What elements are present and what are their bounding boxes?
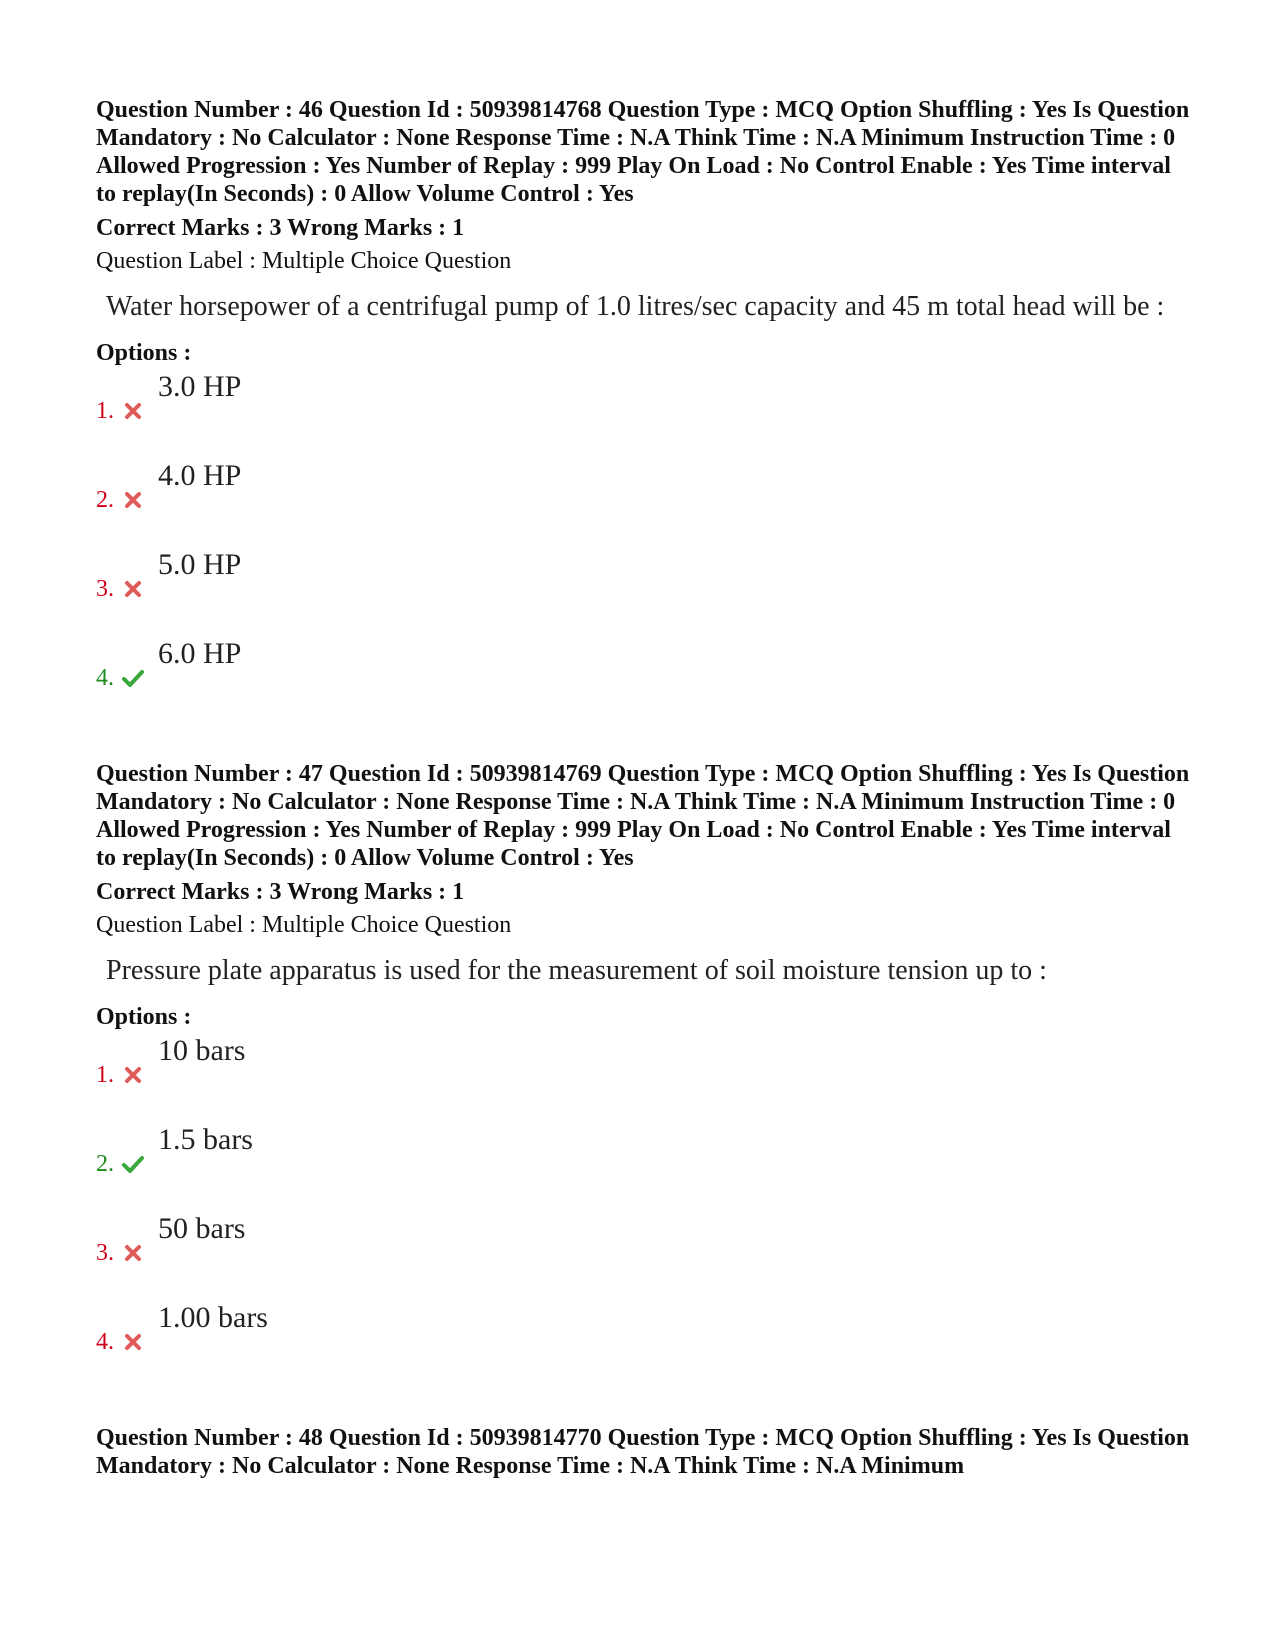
check-icon [122,1153,144,1175]
option-text: 1.5 bars [158,1123,253,1156]
cross-icon [122,1242,144,1264]
check-icon [122,667,144,689]
option-item [96,1301,1196,1390]
question-text: Water horsepower of a centrifugal pump of 1.0 litres/sec capacity and 45 m total head will be : [106,291,1165,322]
question-marks: Correct Marks : 3 Wrong Marks : 1 [96,879,465,905]
cross-icon [122,1064,144,1086]
option-text: 10 bars [158,1034,246,1067]
question-46 [96,96,1196,760]
option-number: 4. [96,1329,114,1355]
question-48 [96,1424,1196,1480]
question-label: Question Label : Multiple Choice Question [96,912,512,938]
question-label: Question Label : Multiple Choice Question [96,248,512,274]
option-number: 1. [96,398,114,424]
question-text: Pressure plate apparatus is used for the measurement of soil moisture tension up to : [106,955,1047,986]
cross-icon [122,489,144,511]
option-text: 5.0 HP [158,548,242,581]
option-text: 3.0 HP [158,370,242,403]
question-paper [96,96,1196,1480]
question-meta: Question Number : 48 Question Id : 50939814770 Question Type : MCQ Option Shuffling : Yes Is Question Mandatory : No Calculator : None Response Time : N.A Think Time : N.A Minimum [96,1425,1190,1479]
question-meta: Question Number : 46 Question Id : 50939814768 Question Type : MCQ Option Shuffling : Yes Is Question Mandatory : No Calculator : None Response Time : N.A Think Time : N.A Minimum Instruction Time : 0 Allowed Progression : Yes Number of Replay : 999 Play On Load : No Control Enable : Yes Time interval to replay(In Seconds) : 0 Allow Volume Control : Yes [96,97,1190,207]
option-item [96,1034,1196,1123]
options-title: Options : [96,1004,192,1030]
option-item [96,370,1196,459]
cross-icon [122,1331,144,1353]
options-list [96,370,1196,726]
cross-icon [122,578,144,600]
question-meta: Question Number : 47 Question Id : 50939814769 Question Type : MCQ Option Shuffling : Yes Is Question Mandatory : No Calculator : None Response Time : N.A Think Time : N.A Minimum Instruction Time : 0 Allowed Progression : Yes Number of Replay : 999 Play On Load : No Control Enable : Yes Time interval to replay(In Seconds) : 0 Allow Volume Control : Yes [96,761,1190,871]
option-number: 3. [96,576,114,602]
option-item [96,637,1196,726]
option-number: 2. [96,487,114,513]
option-item [96,1123,1196,1212]
option-item [96,548,1196,637]
option-number: 3. [96,1240,114,1266]
option-item [96,1212,1196,1301]
option-text: 6.0 HP [158,637,242,670]
option-number: 2. [96,1151,114,1177]
option-text: 1.00 bars [158,1301,268,1334]
question-47 [96,760,1196,1424]
option-text: 4.0 HP [158,459,242,492]
cross-icon [122,400,144,422]
options-list [96,1034,1196,1390]
option-text: 50 bars [158,1212,246,1245]
options-title: Options : [96,340,192,366]
option-number: 4. [96,665,114,691]
option-number: 1. [96,1062,114,1088]
question-marks: Correct Marks : 3 Wrong Marks : 1 [96,215,465,241]
option-item [96,459,1196,548]
